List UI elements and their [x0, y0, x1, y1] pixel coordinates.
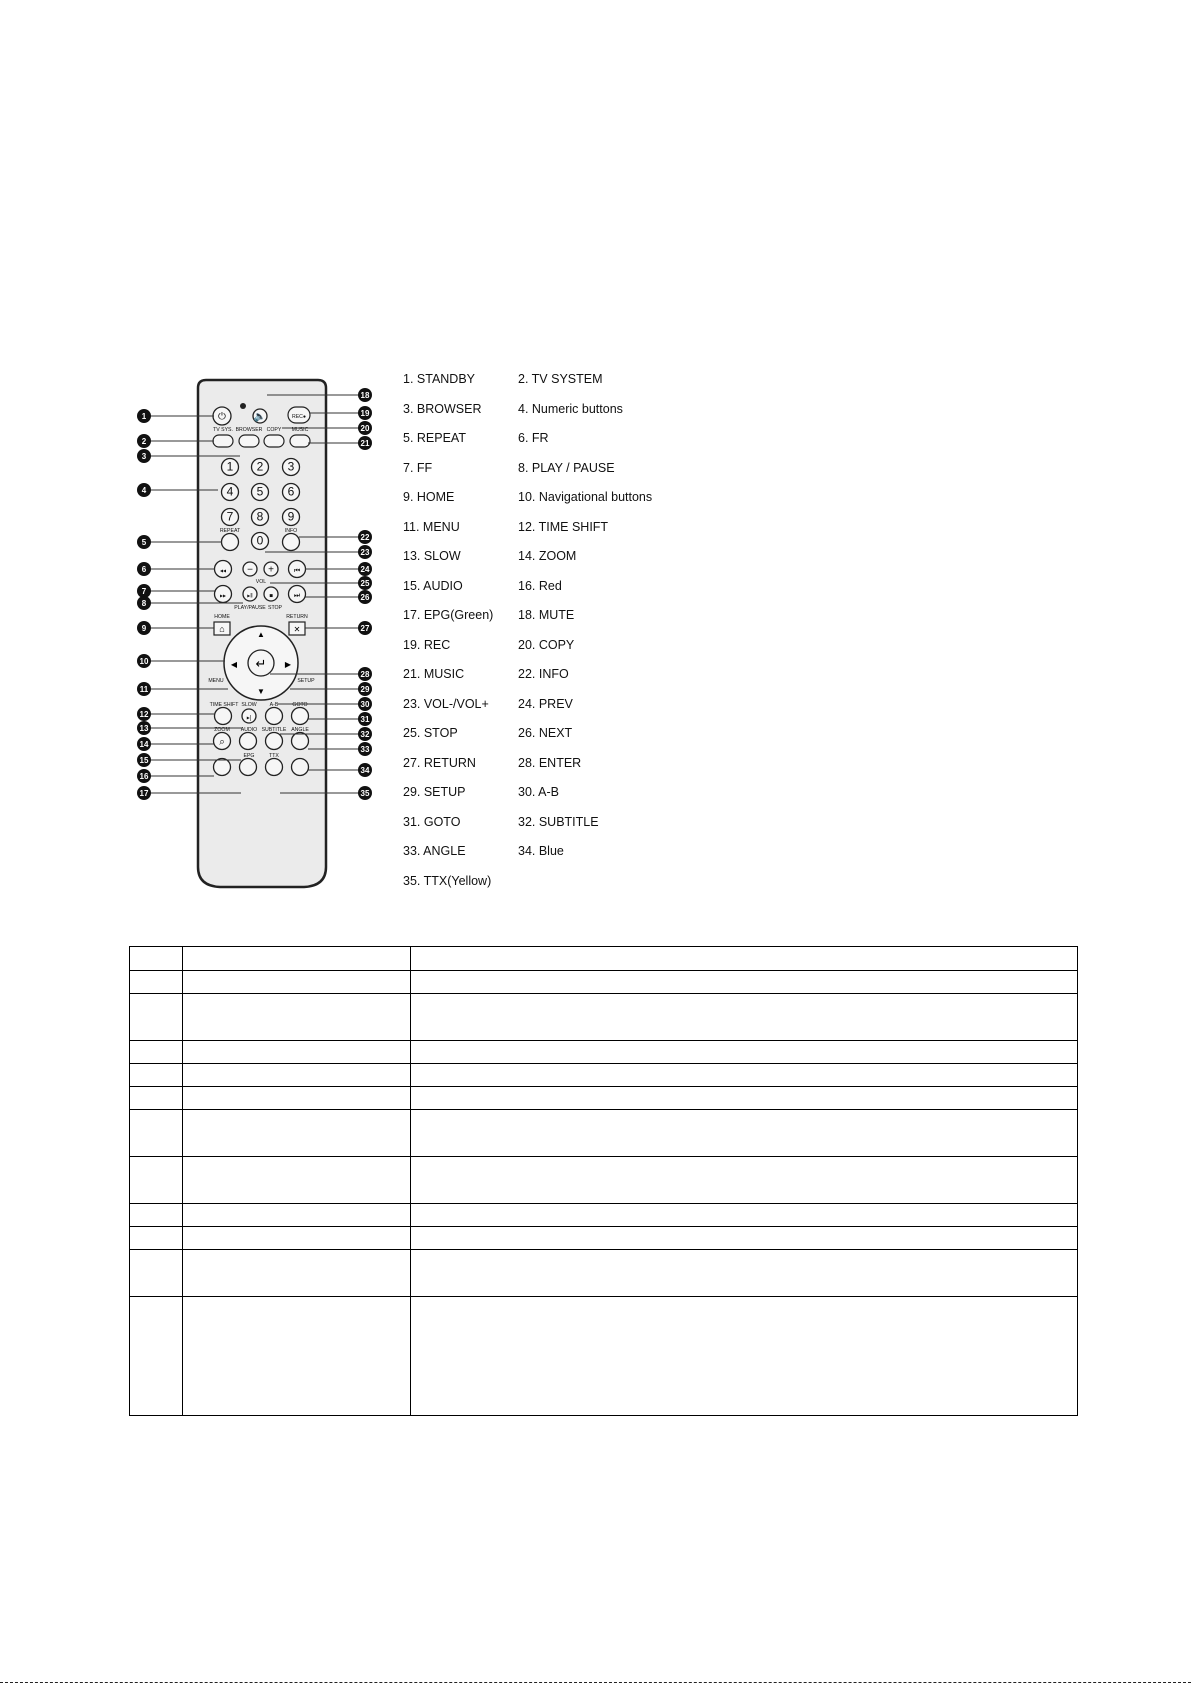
callout-15 [137, 753, 151, 767]
table-cell [411, 1110, 1078, 1157]
svg-text:23: 23 [360, 548, 370, 557]
time-shift-label: TIME SHIFT [209, 702, 239, 708]
legend-item: 31. GOTO [403, 814, 461, 829]
svg-text:5: 5 [256, 484, 264, 499]
green-epg-button[interactable] [240, 759, 257, 776]
callout-30 [358, 697, 372, 711]
table-row [130, 1157, 1078, 1204]
svg-text:25: 25 [360, 579, 370, 588]
time-shift-button[interactable] [215, 708, 232, 725]
legend-item: 19. REC [403, 637, 451, 652]
table-cell [411, 1227, 1078, 1250]
callout-21 [358, 436, 372, 450]
callout-23 [358, 545, 372, 559]
home-icon: ⌂ [219, 624, 225, 634]
legend-item: 30. A-B [518, 785, 559, 799]
svg-text:+: + [268, 564, 274, 576]
table-cell [130, 947, 183, 971]
table-cell [183, 1087, 411, 1110]
svg-text:31: 31 [360, 715, 370, 724]
table-cell [183, 947, 411, 971]
svg-text:⏭: ⏭ [293, 592, 301, 600]
svg-text:2: 2 [256, 459, 264, 474]
copy-button[interactable] [264, 435, 284, 447]
table-cell [130, 1157, 183, 1204]
fr-button[interactable] [215, 561, 232, 578]
callout-16 [137, 769, 151, 783]
digit-1-button[interactable] [222, 459, 239, 476]
legend-item: 28. ENTER [518, 755, 582, 770]
return-icon: ✕ [293, 625, 301, 634]
table-cell [130, 1250, 183, 1297]
table-cell [183, 1297, 411, 1416]
table-cell [183, 1204, 411, 1227]
home-label: HOME [214, 614, 230, 620]
ttx-label: TTX [269, 753, 279, 759]
legend-item: 25. STOP [403, 726, 458, 740]
callout-7 [137, 584, 151, 598]
digit-6-button[interactable] [283, 484, 300, 501]
nav-down-icon: ▼ [257, 687, 265, 696]
table-cell [130, 1297, 183, 1416]
table-cell [130, 1041, 183, 1064]
table-row [130, 1204, 1078, 1227]
ff-button[interactable] [215, 586, 232, 603]
table-row [130, 1227, 1078, 1250]
svg-text:◂◂: ◂◂ [219, 568, 227, 575]
digit-2-button[interactable] [252, 459, 269, 476]
tv-sys-button[interactable] [213, 435, 233, 447]
svg-text:1: 1 [226, 459, 234, 474]
svg-text:■: ■ [269, 593, 273, 600]
vol-label: VOL [255, 579, 267, 585]
svg-text:22: 22 [360, 533, 370, 542]
svg-text:12: 12 [139, 710, 149, 719]
legend-item: 33. ANGLE [403, 844, 466, 858]
svg-text:10: 10 [139, 657, 149, 666]
digit-0-button[interactable] [252, 533, 269, 550]
rec-button-label: REC● [291, 414, 307, 420]
table-cell [130, 1110, 183, 1157]
callout-19 [358, 406, 372, 420]
callout-3 [137, 449, 151, 463]
table-cell [411, 1064, 1078, 1087]
digit-5-button[interactable] [252, 484, 269, 501]
legend-item: 24. PREV [518, 696, 573, 711]
table-cell [183, 1227, 411, 1250]
legend-item: 13. SLOW [403, 549, 461, 563]
epg-label: EPG [243, 753, 255, 759]
legend-item: 3. BROWSER [403, 401, 482, 416]
legend-item: 8. PLAY / PAUSE [518, 460, 615, 475]
digit-7-button[interactable] [222, 509, 239, 526]
callout-34 [358, 763, 372, 777]
legend-item: 16. Red [518, 578, 562, 593]
angle-button[interactable] [292, 733, 309, 750]
angle-label: ANGLE [291, 727, 309, 733]
svg-text:0: 0 [256, 533, 264, 548]
table-cell [130, 971, 183, 994]
browser-label: BROWSER [235, 427, 263, 433]
ir-led [240, 403, 246, 409]
callout-22 [358, 530, 372, 544]
goto-button[interactable] [292, 708, 309, 725]
table-row [130, 1041, 1078, 1064]
digit-3-button[interactable] [283, 459, 300, 476]
svg-text:2: 2 [141, 437, 147, 446]
callout-13 [137, 721, 151, 735]
digit-9-button[interactable] [283, 509, 300, 526]
svg-text:14: 14 [139, 740, 149, 749]
table-cell [183, 1250, 411, 1297]
svg-text:11: 11 [139, 685, 149, 694]
legend-item: 32. SUBTITLE [518, 814, 599, 829]
setup-label: SETUP [297, 678, 315, 684]
red-button[interactable] [214, 759, 231, 776]
callout-28 [358, 667, 372, 681]
svg-text:8: 8 [141, 599, 147, 608]
callout-11 [137, 682, 151, 696]
prev-button[interactable] [289, 561, 306, 578]
mute-button[interactable] [253, 409, 267, 423]
callout-10 [137, 654, 151, 668]
svg-text:6: 6 [141, 565, 147, 574]
legend-item: 15. AUDIO [403, 578, 463, 593]
legend-item: 20. COPY [518, 637, 575, 652]
info-button[interactable] [283, 534, 300, 551]
svg-text:⏮: ⏮ [293, 567, 301, 575]
audio-button[interactable] [240, 733, 257, 750]
svg-text:9: 9 [141, 624, 147, 633]
callout-12 [137, 707, 151, 721]
callout-5 [137, 535, 151, 549]
table-cell [183, 1110, 411, 1157]
svg-text:30: 30 [360, 700, 370, 709]
legend-item: 5. REPEAT [403, 431, 466, 445]
table-cell [411, 1250, 1078, 1297]
vol-down-button[interactable] [243, 562, 257, 576]
callout-9 [137, 621, 151, 635]
table-row [130, 1250, 1078, 1297]
subtitle-button[interactable] [266, 733, 283, 750]
table-cell [183, 1157, 411, 1204]
table-cell [130, 1064, 183, 1087]
svg-text:9: 9 [287, 509, 295, 524]
play-pause-label: PLAY/PAUSE [234, 605, 266, 611]
svg-text:1: 1 [141, 412, 147, 421]
blue-button[interactable] [292, 759, 309, 776]
digit-4-button[interactable] [222, 484, 239, 501]
page-bottom-rule [0, 1682, 1191, 1683]
table-cell [411, 1087, 1078, 1110]
table-row [130, 1297, 1078, 1416]
callout-25 [358, 576, 372, 590]
browser-button[interactable] [239, 435, 259, 447]
svg-text:🔈: 🔈 [253, 411, 267, 423]
table-cell [411, 1297, 1078, 1416]
table-row [130, 971, 1078, 994]
table-cell [183, 1064, 411, 1087]
svg-text:34: 34 [360, 766, 370, 775]
callout-20 [358, 421, 372, 435]
legend-item: 34. Blue [518, 844, 564, 858]
ab-label: A-B [269, 702, 279, 708]
legend-item: 14. ZOOM [518, 549, 577, 563]
nav-left-icon: ◀ [230, 660, 238, 669]
zoom-button[interactable] [214, 733, 231, 750]
yellow-ttx-button[interactable] [266, 759, 283, 776]
svg-text:5: 5 [141, 538, 147, 547]
callout-27 [358, 621, 372, 635]
svg-text:13: 13 [139, 724, 149, 733]
legend-item: 26. NEXT [518, 726, 573, 740]
table-cell [411, 1157, 1078, 1204]
svg-text:▸‖: ▸‖ [247, 593, 253, 600]
subtitle-label: SUBTITLE [261, 727, 287, 733]
table-row [130, 1110, 1078, 1157]
callout-32 [358, 727, 372, 741]
table-cell [130, 994, 183, 1041]
legend-item: 27. RETURN [403, 755, 476, 770]
callout-26 [358, 590, 372, 604]
callout-4 [137, 483, 151, 497]
legend-item: 7. FF [403, 460, 433, 475]
callout-33 [358, 742, 372, 756]
digit-8-button[interactable] [252, 509, 269, 526]
svg-text:▸|: ▸| [246, 715, 252, 722]
legend-item: 12. TIME SHIFT [518, 519, 609, 534]
legend-item: 2. TV SYSTEM [518, 372, 603, 386]
music-button[interactable] [290, 435, 310, 447]
zoom-label: ZOOM [214, 727, 230, 733]
svg-text:⏻: ⏻ [218, 411, 226, 423]
copy-label: COPY [266, 427, 282, 433]
svg-text:27: 27 [360, 624, 370, 633]
stop-button[interactable] [264, 587, 278, 601]
music-label: MUSIC [291, 427, 309, 433]
slow-button[interactable] [242, 709, 256, 723]
table-cell [130, 1204, 183, 1227]
table-cell [183, 971, 411, 994]
legend-item: 21. MUSIC [403, 667, 465, 681]
legend-item: 11. MENU [403, 519, 460, 534]
svg-text:7: 7 [141, 587, 147, 596]
table-row [130, 1064, 1078, 1087]
table-cell [183, 994, 411, 1041]
info-label: INFO [284, 528, 298, 534]
nav-up-icon: ▲ [257, 630, 265, 639]
svg-text:17: 17 [139, 789, 149, 798]
play-pause-button[interactable] [243, 587, 257, 601]
return-label: RETURN [286, 614, 308, 620]
specification-table [129, 946, 1078, 1416]
svg-text:16: 16 [139, 772, 149, 781]
callout-14 [137, 737, 151, 751]
legend-item: 4. Numeric buttons [518, 401, 623, 416]
svg-text:35: 35 [360, 789, 370, 798]
svg-text:21: 21 [360, 439, 370, 448]
svg-text:28: 28 [360, 670, 370, 679]
table-row [130, 994, 1078, 1041]
svg-text:4: 4 [226, 484, 234, 499]
legend-item: 18. MUTE [518, 608, 575, 622]
callout-6 [137, 562, 151, 576]
callout-29 [358, 682, 372, 696]
nav-right-icon: ▶ [284, 660, 292, 669]
svg-text:15: 15 [139, 756, 149, 765]
svg-text:24: 24 [360, 565, 370, 574]
legend-item: 1. STANDBY [403, 372, 476, 386]
svg-text:18: 18 [360, 391, 370, 400]
repeat-button[interactable] [222, 534, 239, 551]
legend-item: 29. SETUP [403, 785, 466, 799]
ab-button[interactable] [266, 708, 283, 725]
svg-text:33: 33 [360, 745, 370, 754]
table-cell [183, 1041, 411, 1064]
callout-8 [137, 596, 151, 610]
svg-text:6: 6 [287, 484, 295, 499]
remote-control-illustration [130, 372, 380, 902]
svg-text:3: 3 [287, 459, 295, 474]
tv-sys-label: TV SYS. [213, 427, 233, 433]
svg-text:19: 19 [360, 409, 370, 418]
callout-31 [358, 712, 372, 726]
table-cell [411, 1204, 1078, 1227]
callout-24 [358, 562, 372, 576]
callout-17 [137, 786, 151, 800]
svg-text:32: 32 [360, 730, 370, 739]
svg-text:4: 4 [141, 486, 147, 495]
legend-item: 10. Navigational buttons [518, 490, 653, 504]
callout-2 [137, 434, 151, 448]
svg-text:29: 29 [360, 685, 370, 694]
table-cell [411, 1041, 1078, 1064]
standby-button[interactable] [213, 407, 231, 425]
legend-item: 35. TTX(Yellow) [403, 873, 492, 888]
svg-text:20: 20 [360, 424, 370, 433]
callout-35 [358, 786, 372, 800]
audio-label: AUDIO [240, 727, 258, 733]
repeat-label: REPEAT [219, 528, 241, 534]
legend-item: 17. EPG(Green) [403, 608, 494, 622]
legend-item: 6. FR [518, 431, 549, 445]
goto-label: GOTO [292, 702, 308, 708]
table-cell [130, 1227, 183, 1250]
svg-text:−: − [247, 564, 253, 576]
svg-text:▸▸: ▸▸ [219, 593, 227, 600]
callout-1 [137, 409, 151, 423]
menu-label: MENU [208, 678, 224, 684]
svg-text:⌕: ⌕ [219, 736, 225, 748]
svg-text:8: 8 [256, 509, 264, 524]
callout-18 [358, 388, 372, 402]
next-button[interactable] [289, 586, 306, 603]
svg-text:3: 3 [141, 452, 147, 461]
legend-item: 23. VOL-/VOL+ [403, 696, 489, 711]
legend-item: 22. INFO [518, 667, 569, 681]
table-cell [130, 1087, 183, 1110]
svg-text:7: 7 [226, 509, 234, 524]
table-row [130, 1087, 1078, 1110]
svg-text:26: 26 [360, 593, 370, 602]
vol-up-button[interactable] [264, 562, 278, 576]
legend-item: 9. HOME [403, 490, 455, 504]
table-row [130, 947, 1078, 971]
enter-icon: ↵ [255, 656, 267, 671]
table-cell [411, 971, 1078, 994]
table-cell [411, 947, 1078, 971]
slow-label: SLOW [241, 702, 257, 708]
table-cell [411, 994, 1078, 1041]
stop-label: STOP [267, 605, 283, 611]
